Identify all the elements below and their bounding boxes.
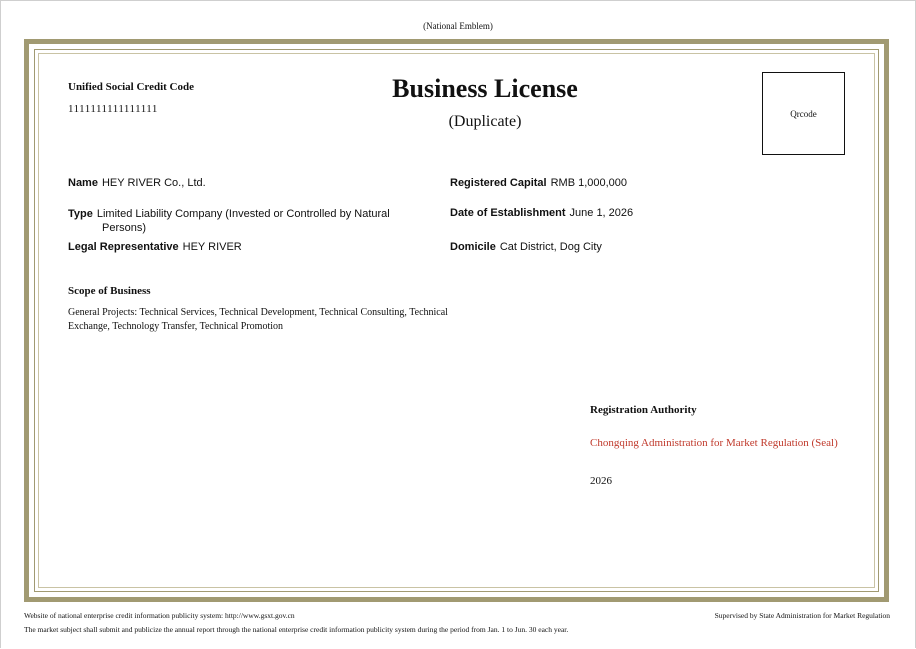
field-date-of-establishment [450,207,633,219]
registration-authority-name: Chongqing Administration for Market Regulation (Seal) [590,437,838,449]
field-capital-value: RMB 1,000,000 [550,177,628,189]
registration-year: 2026 [590,475,612,487]
field-type-value-cont: Persons) [102,222,147,234]
field-name-label: Name [68,177,98,189]
field-type-label: Type [68,208,93,220]
field-capital-label: Registered Capital [450,177,547,189]
field-date-label: Date of Establishment [450,207,566,219]
field-registered-capital [450,177,627,189]
registration-authority-label: Registration Authority [590,404,697,416]
scope-label: Scope of Business [68,285,151,297]
field-type-value: Limited Liability Company (Invested or Controlled by Natural [96,208,390,220]
field-name-value: HEY RIVER Co., Ltd. [101,177,206,189]
credit-code-label: Unified Social Credit Code [68,81,194,93]
scope-line-1: General Projects: Technical Services, Technical Development, Technical Consulting, Technical [68,307,448,318]
credit-code-value: 1111111111111111 [68,103,158,115]
national-emblem-placeholder: (National Emblem) [423,21,493,31]
field-date-value: June 1, 2026 [569,207,634,219]
scope-text [68,306,498,334]
footer-supervisor: Supervised by State Administration for Market Regulation [714,611,890,620]
field-domicile-label: Domicile [450,241,496,253]
footer-notice: The market subject shall submit and publicize the annual report through the national enterprise credit information publicity system during the period from Jan. 1 to Jun. 30 each year. [24,625,569,634]
field-legal-label: Legal Representative [68,241,179,253]
field-legal-representative [68,241,242,253]
document-title: Business License [392,74,578,103]
document-subtitle: (Duplicate) [448,113,522,130]
scope-line-2: Exchange, Technology Transfer, Technical Promotion [68,321,284,332]
field-name [68,177,206,189]
field-domicile-value: Cat District, Dog City [499,241,602,253]
qrcode-placeholder [762,72,845,155]
field-domicile [450,241,602,253]
footer-website: Website of national enterprise credit information publicity system: http://www.gsxt.gov.cn [24,611,295,620]
field-legal-value: HEY RIVER [182,241,242,253]
qrcode-label: Qrcode [790,108,817,119]
field-type [68,207,418,235]
